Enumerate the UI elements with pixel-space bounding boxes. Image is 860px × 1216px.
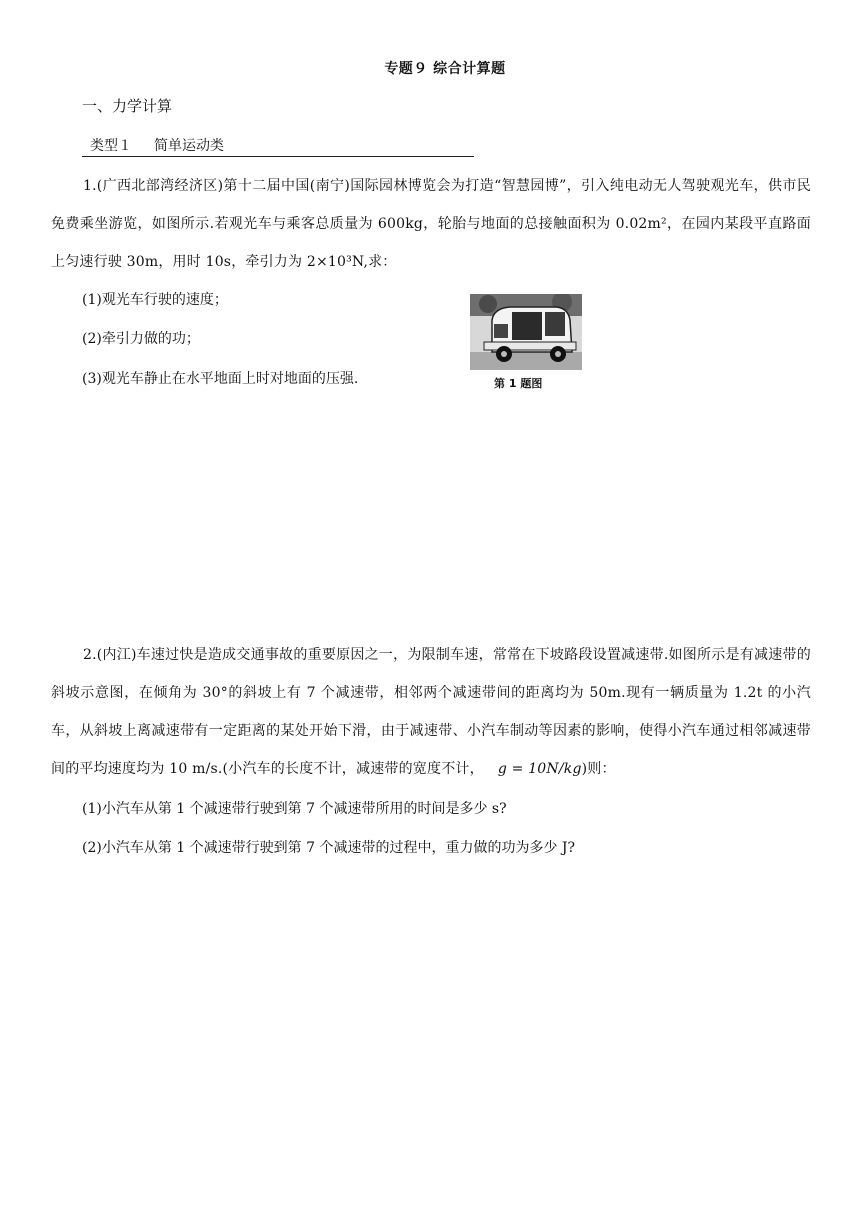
figure-caption: 第 1 题图 xyxy=(494,377,543,390)
problem1-question-1: (1)观光车行驶的速度； xyxy=(82,292,228,308)
sightseeing-car-photo xyxy=(470,294,582,370)
type-name: 简单运动类 xyxy=(154,138,224,154)
section-heading: 一、力学计算 xyxy=(82,97,173,115)
type-heading xyxy=(82,135,474,157)
problem1-question-2: (2)牵引力做的功； xyxy=(82,331,200,347)
gravity-formula: g = 10N/kg xyxy=(497,761,582,777)
type-label: 类型１ xyxy=(90,138,132,154)
problem2-text-before: 2.(内江)车速过快是造成交通事故的重要原因之一，为限制车速，常常在下坡路段设置减速带.如图所示是有减速带的斜坡示意图，在倾角为 30°的斜坡上有 7 个减速带，相邻两个减速带间的距离均为 50m.现有一辆质量为 1.2t 的小汽车，从斜坡上离减速带有一定距离的某处开始下滑，由于减速带、小汽车制动等因素的影响，使得小汽车通过相邻减速带间的平均速度均为 10 m/s.(小汽车的长度不计，减速带的宽度不计， xyxy=(51,647,811,777)
problem1-question-3: (3)观光车静止在水平地面上时对地面的压强. xyxy=(82,371,359,387)
problem2-question-1: (1)小汽车从第 1 个减速带行驶到第 7 个减速带所用的时间是多少 s? xyxy=(82,801,507,817)
problem2-text-after: )则： xyxy=(581,761,616,777)
problem1-text: 1.(广西北部湾经济区)第十二届中国(南宁)国际园林博览会为打造“智慧园博”，引入纯电动无人驾驶观光车，供市民免费乘坐游览，如图所示.若观光车与乘客总质量为 600kg，轮胎与地面的总接触面积为 0.02m²，在园内某段平直路面上匀速行驶 30m，用时 10s，牵引力为 2×10³N,求： xyxy=(51,178,811,270)
problem2-question-2: (2)小汽车从第 1 个减速带行驶到第 7 个减速带的过程中，重力做的功为多少 J? xyxy=(82,840,576,856)
page-title: 专题９ 综合计算题 xyxy=(384,61,506,77)
problem2-text xyxy=(51,636,811,788)
